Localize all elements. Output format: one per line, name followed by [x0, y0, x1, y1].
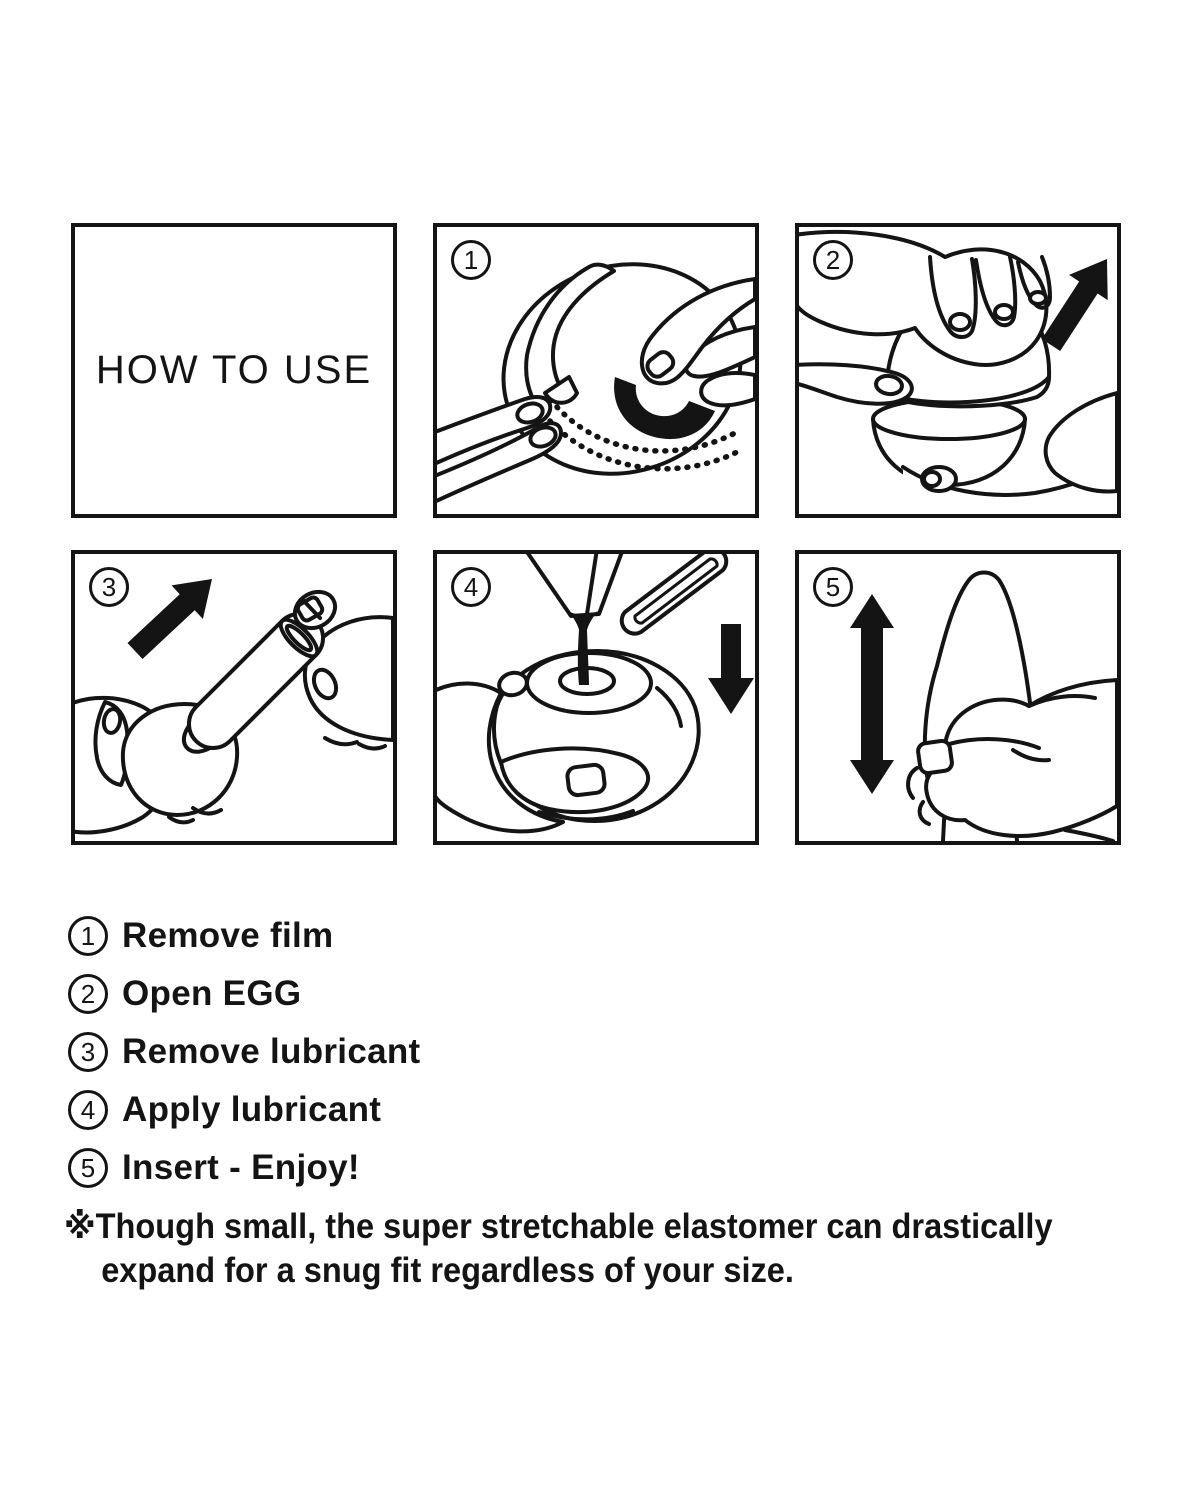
step-item-2: [68, 965, 421, 1023]
panel-step-3-remove-lubricant: [71, 550, 397, 845]
step-label: Insert - Enjoy!: [122, 1148, 360, 1187]
step-item-4: [68, 1081, 421, 1139]
step-number-badge: 1: [68, 916, 108, 956]
footnote: [64, 1205, 1053, 1293]
step-number-badge: 1: [451, 240, 491, 280]
page-title: HOW TO USE: [95, 348, 373, 392]
footnote-line-1: ※Though small, the super stretchable elastomer can drastically: [64, 1207, 1053, 1246]
step-number-badge: 3: [68, 1032, 108, 1072]
step-number-badge: 2: [813, 240, 853, 280]
step-item-5: [68, 1139, 421, 1197]
up-arrow-icon: [1042, 259, 1108, 351]
panel-step-4-apply-lubricant: [433, 550, 759, 845]
panel-step-1-remove-film: [433, 223, 759, 518]
down-arrow-icon: [708, 624, 754, 714]
step-number-badge: 4: [68, 1090, 108, 1130]
reference-mark: ※: [64, 1207, 96, 1246]
step-label: Open EGG: [122, 974, 302, 1013]
panel-step-5-insert: [795, 550, 1121, 845]
step-number-badge: 5: [68, 1148, 108, 1188]
step-item-3: [68, 1023, 421, 1081]
step-item-1: [68, 907, 421, 965]
up-right-arrow-icon: [128, 579, 213, 659]
footnote-line-2: expand for a snug fit regardless of your size.: [101, 1251, 794, 1290]
step-number-badge: 2: [68, 974, 108, 1014]
panel-step-2-open-egg: [795, 223, 1121, 518]
step-label: Remove lubricant: [122, 1032, 421, 1071]
step-number-badge: 4: [451, 567, 491, 607]
step-number-badge: 5: [813, 567, 853, 607]
step-number-badge: 3: [89, 567, 129, 607]
instruction-grid: [71, 223, 1121, 845]
step-label: Remove film: [122, 916, 334, 955]
title-panel: [71, 223, 397, 518]
up-down-arrow-icon: [850, 594, 894, 794]
step-label: Apply lubricant: [122, 1090, 382, 1129]
step-list: [68, 907, 421, 1197]
